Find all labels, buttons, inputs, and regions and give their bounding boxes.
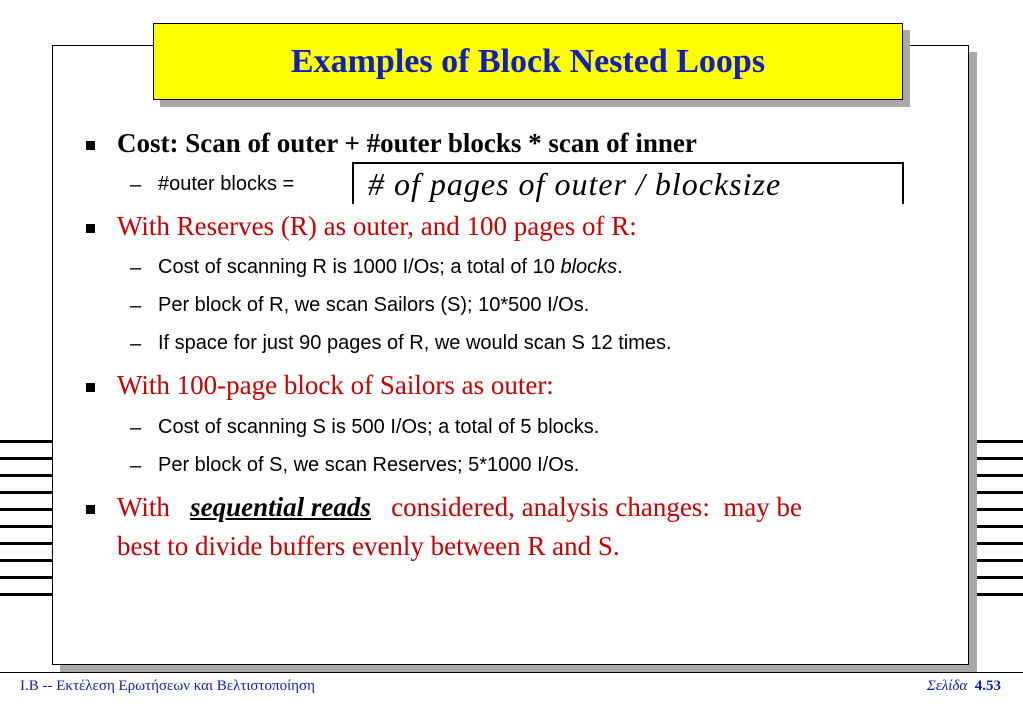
sub-cost-scanning-s: Cost of scanning S is 500 I/Os; a total of 5 blocks. <box>158 416 600 438</box>
sub-90-pages: If space for just 90 pages of R, we would scan S 12 times. <box>158 332 672 354</box>
bullet-square-icon <box>86 141 95 150</box>
blocks-emphasis: blocks <box>560 256 618 278</box>
page-label: Σελίδα <box>926 678 968 694</box>
bullet-sequential-reads-line2: best to divide buffers evenly between R and S. <box>117 531 620 561</box>
bullet-sailors-outer: With 100-page block of Sailors as outer: <box>117 370 554 400</box>
sub-text: Cost of scanning R is 1000 I/Os; a total of 10 <box>158 256 561 278</box>
bullet-square-icon <box>86 505 95 514</box>
bullet-cost: Cost: Scan of outer + #outer blocks * scan of inner <box>117 128 697 158</box>
formula-text: # of pages of outer / blocksize <box>368 166 782 202</box>
b4-pre: With <box>117 492 191 522</box>
ceiling-formula <box>352 162 904 204</box>
bullet-reserves-outer: With Reserves (R) as outer, and 100 pages of R: <box>117 211 637 241</box>
bullet-square-icon <box>86 224 95 233</box>
dash-icon: – <box>130 455 142 477</box>
sub-per-block-r: Per block of R, we scan Sailors (S); 10*500 I/Os. <box>158 294 590 316</box>
dash-icon: – <box>130 257 142 279</box>
left-stripes-decoration <box>0 440 52 610</box>
b4-post: considered, analysis changes: may be <box>370 492 803 522</box>
sub-text-end: . <box>617 256 623 278</box>
footer-divider <box>0 672 1023 673</box>
dash-icon: – <box>130 174 142 196</box>
dash-icon: – <box>130 295 142 317</box>
sequential-reads-emphasis: sequential reads <box>190 492 371 522</box>
bullet-square-icon <box>86 383 95 392</box>
footer-course-title: I.B -- Εκτέλεση Ερωτήσεων και Βελτιστοποίηση <box>20 678 315 694</box>
title-box <box>153 23 903 100</box>
outer-blocks-label: #outer blocks = <box>158 173 295 195</box>
sub-per-block-s: Per block of S, we scan Reserves; 5*1000 I/Os. <box>158 454 580 476</box>
right-stripes-decoration <box>971 440 1023 610</box>
dash-icon: – <box>130 333 142 355</box>
bullet-sequential-reads <box>117 488 802 526</box>
dash-icon: – <box>130 417 142 439</box>
footer-page <box>927 678 1001 695</box>
sub-cost-scanning-r <box>158 253 623 281</box>
slide-title: Examples of Block Nested Loops <box>290 42 766 80</box>
page-number: 4.53 <box>974 678 1001 694</box>
